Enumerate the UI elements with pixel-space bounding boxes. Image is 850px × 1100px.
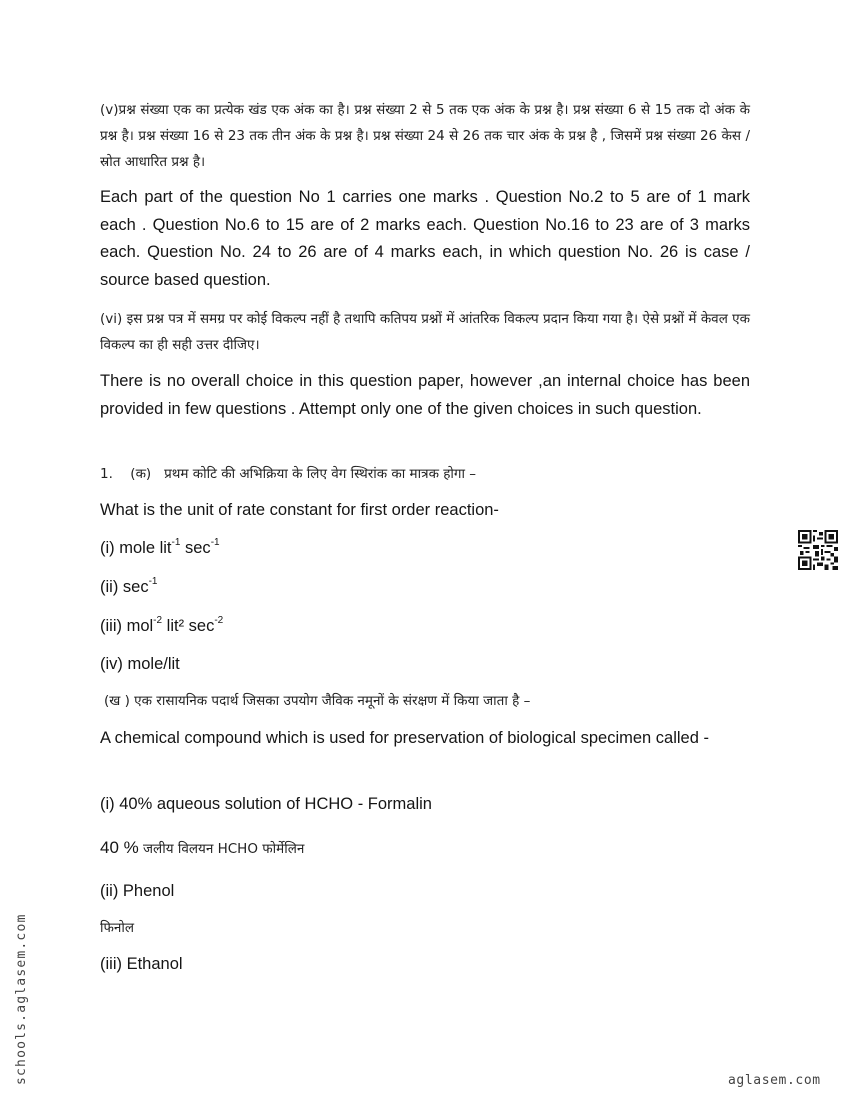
instruction-vi-english: There is no overall choice in this question paper, however ,an internal choice has been provided in few questions . Attempt only one of the given choices in such question.	[100, 372, 750, 418]
instruction-v-hindi: (v)प्रश्न संख्या एक का प्रत्येक खंड एक अंक का है। प्रश्न संख्या 2 से 5 तक एक अंक के प्रश्न है। प्रश्न संख्या 6 से 15 तक दो अंक के प्रश्न है। प्रश्न संख्या 16 से 23 तक तीन अंक के प्रश्न है। प्रश्न संख्या 24 से 26 तक चार अंक के प्रश्न है , जिसमें प्रश्न संख्या 26 केस / स्रोत आधारित प्रश्न है।	[100, 102, 750, 170]
option-a-iii: (iii) mol$^{-2}$ lit² $\sec^{-2}$	[100, 615, 224, 635]
option-b-i: (i) 40% aqueous solution of HCHO - Formalin	[100, 795, 432, 813]
question-1-part-b-hindi	[104, 688, 754, 714]
question-1-part-b-english: A chemical compound which is used for preservation of biological specimen called -	[100, 729, 709, 747]
instruction-vi-hindi: (vi) इस प्रश्न पत्र में समग्र पर कोई विकल्प नहीं है तथापि कतिपय प्रश्नों में आंतरिक विकल्प प्रदान किया गया है। ऐसे प्रश्नों में केवल एक विकल्प का ही सही उत्तर दीजिए।	[100, 311, 750, 353]
qr-code-icon	[798, 530, 838, 570]
option-b-ii-hindi: फिनोल	[100, 920, 135, 936]
part-b-hindi-text: एक रासायनिक पदार्थ जिसका उपयोग जैविक नमूनों के संरक्षण में किया जाता है –	[134, 693, 531, 709]
part-b-label: (ख )	[104, 693, 130, 709]
side-watermark: schools.aglasem.com	[14, 913, 29, 1085]
option-a-iv: (iv) mole/lit	[100, 655, 180, 673]
option-b-iii: (iii) Ethanol	[100, 955, 183, 973]
footer-watermark: aglasem.com	[728, 1073, 821, 1088]
percent-value: 40 %	[100, 838, 139, 857]
instruction-v-english: Each part of the question No 1 carries one marks . Question No.2 to 5 are of 1 mark each . Question No.6 to 15 are of 2 marks each. Question No.16 to 23 are of 3 marks each. Question No. 24 to 26 are of 4 marks each, in which question No. 26 is case / source based question.	[100, 188, 750, 289]
option-a-i: (i) mole lit$^{-1}$ $\sec^{-1}$	[100, 537, 220, 557]
question-1-part-a-english: What is the unit of rate constant for first order reaction-	[100, 501, 499, 519]
option-b-i-hindi-text: जलीय विलयन HCHO फोर्मेलिन	[138, 841, 305, 857]
option-b-ii: (ii) Phenol	[100, 882, 175, 900]
question-1-part-a-hindi	[100, 461, 750, 487]
question-number: 1.	[100, 466, 113, 482]
option-b-i-hindi	[100, 834, 750, 862]
part-a-label: (क)	[130, 466, 152, 482]
option-a-ii: (ii) $\sec^{-1}$	[100, 576, 158, 596]
part-a-hindi-text: प्रथम कोटि की अभिक्रिया के लिए वेग स्थिरांक का मात्रक होगा –	[164, 466, 477, 482]
